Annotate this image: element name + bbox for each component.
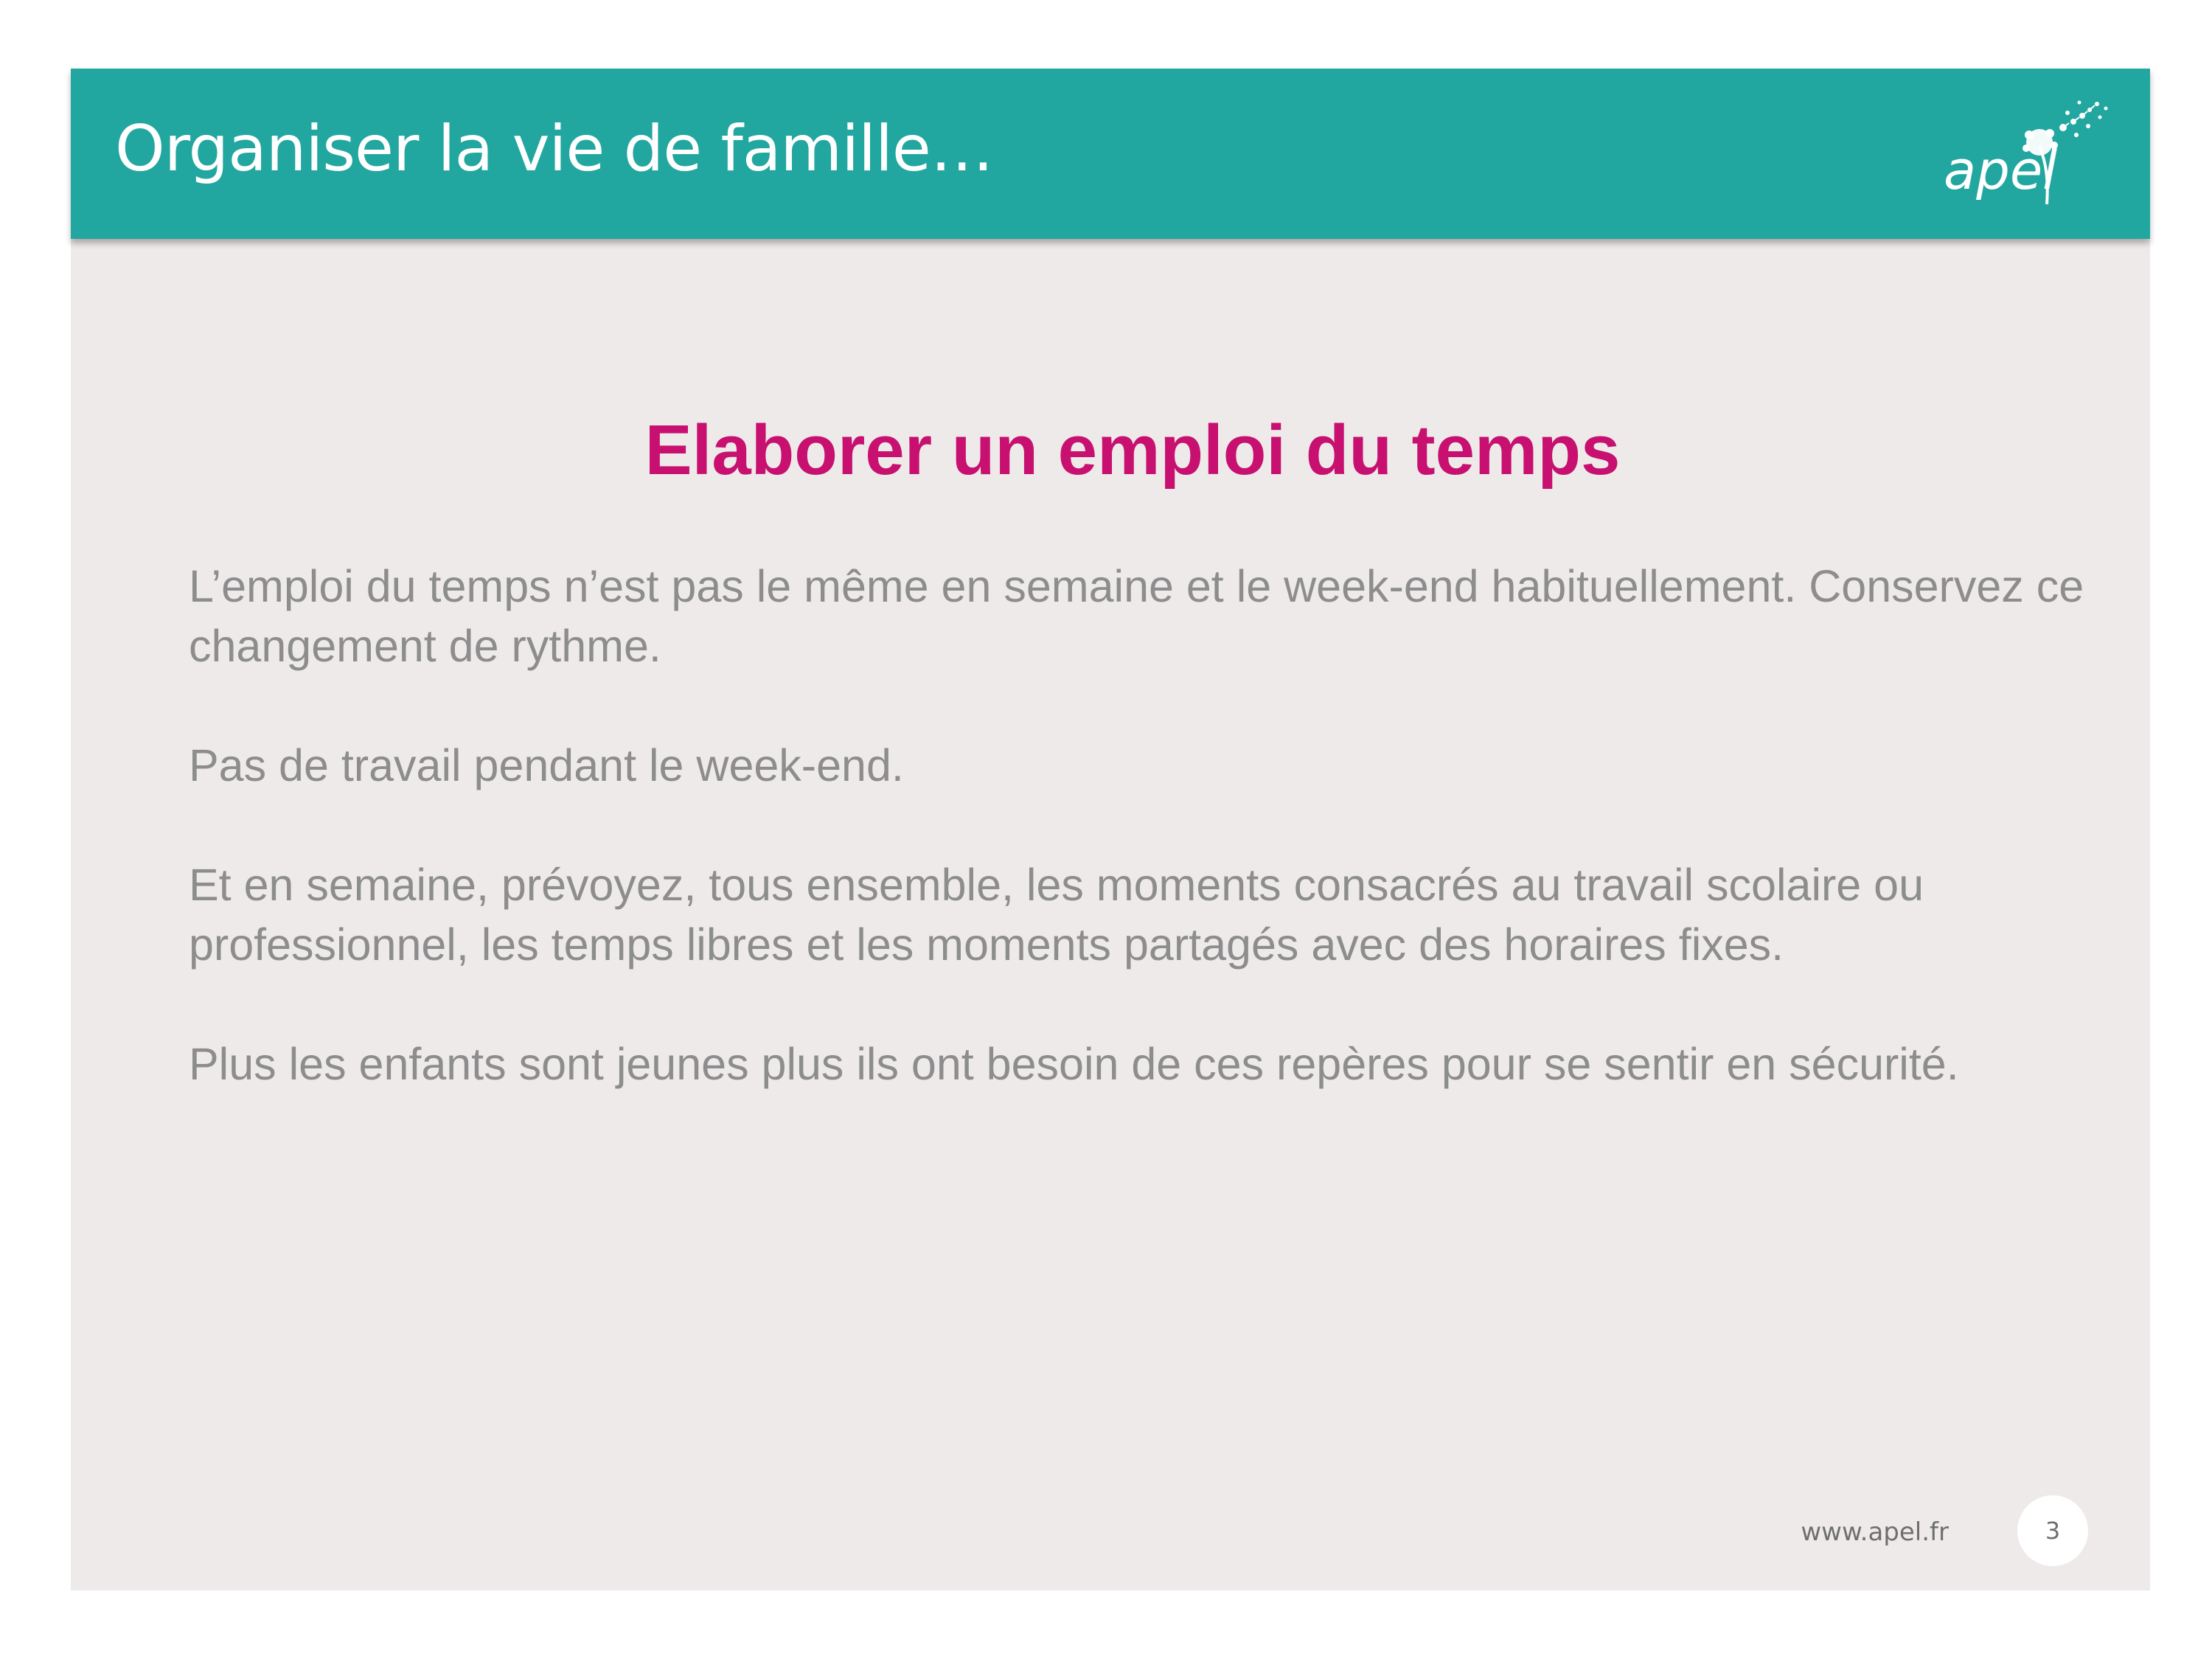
slide <box>71 69 2150 1590</box>
paragraph: L’emploi du temps n’est pas le même en semaine et le week-end habituellement. Conservez ce changement de rythme. <box>189 561 2084 671</box>
paragraph: Et en semaine, prévoyez, tous ensemble, les moments consacrés au travail scolaire ou professionnel, les temps libres et les moments partagés avec des horaires fixes. <box>189 860 1924 970</box>
logo-text: apel <box>1944 139 2058 201</box>
apel-logo <box>1936 94 2128 226</box>
body-text <box>189 557 2135 1154</box>
footer-url: www.apel.fr <box>1801 1517 1949 1547</box>
header-bar <box>71 69 2150 239</box>
page-title: Organiser la vie de famille… <box>115 112 993 186</box>
page-number-badge: 3 <box>2017 1495 2088 1566</box>
paragraph: Pas de travail pendant le week-end. <box>189 740 904 790</box>
paragraph: Plus les enfants sont jeunes plus ils ont besoin de ces repères pour se sentir en sécurité. <box>189 1039 1959 1089</box>
section-heading: Elaborer un emploi du temps <box>644 411 1621 490</box>
